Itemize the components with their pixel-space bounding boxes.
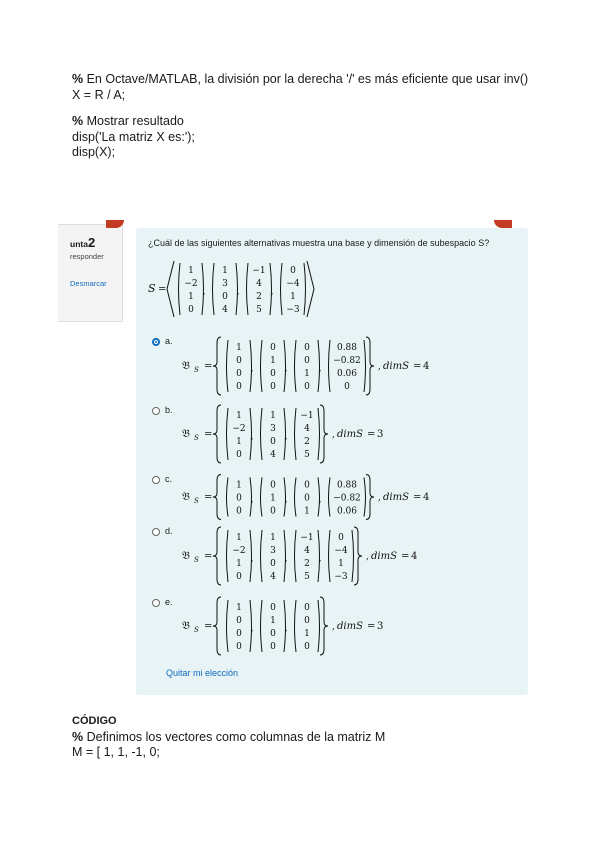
vector-entry: 0 xyxy=(236,382,242,392)
radio-button[interactable] xyxy=(152,476,160,484)
comma: , xyxy=(270,287,274,297)
comment-text: Definimos los vectores como columnas de la matriz M xyxy=(83,729,386,744)
equals-sign: = xyxy=(367,621,376,632)
vector-entry: 3 xyxy=(222,279,228,289)
vector-entry: 1 xyxy=(290,292,296,302)
vector-entry: 1 xyxy=(304,369,310,379)
comma: , xyxy=(318,495,322,505)
column-vector xyxy=(329,340,366,392)
vector-entry: 0 xyxy=(270,382,276,392)
question-info-card xyxy=(58,224,123,322)
comment-mark: % xyxy=(72,72,84,86)
comma: , xyxy=(250,554,254,564)
comma: , xyxy=(284,554,288,564)
vector-entry: 1 xyxy=(338,559,344,569)
column-vector xyxy=(227,408,252,460)
option-letter: b. xyxy=(165,405,173,415)
vector-entry: 3 xyxy=(270,424,276,434)
column-vector xyxy=(261,478,286,517)
comment-mark: % xyxy=(72,114,84,128)
equals-sign: = xyxy=(204,551,213,562)
unflag-link[interactable]: Desmarcar xyxy=(70,279,107,288)
vector-entry: 4 xyxy=(256,279,262,289)
column-vector xyxy=(295,530,320,582)
vector-entry: −1 xyxy=(300,411,314,421)
flag-icon xyxy=(494,220,512,228)
column-vector xyxy=(213,263,238,315)
basis-symbol: 𝔅 xyxy=(182,549,190,562)
vector-entry: −2 xyxy=(232,424,246,434)
vector-entry: 1 xyxy=(270,533,276,543)
vector-entry: 1 xyxy=(236,411,242,421)
equals-sign: = xyxy=(158,284,167,295)
vector-entry: 4 xyxy=(270,572,276,582)
comma: , xyxy=(250,432,254,442)
vector-entry: 0 xyxy=(236,356,242,366)
vector-entry: −2 xyxy=(184,279,198,289)
radio-button[interactable] xyxy=(152,528,160,536)
basis-subscript: S xyxy=(194,556,199,564)
vector-entry: 0 xyxy=(236,506,242,517)
vector-entry: 0 xyxy=(270,506,276,517)
dim-label: dimS xyxy=(337,621,363,632)
option-a-equation xyxy=(180,332,480,400)
dim-label: dimS xyxy=(371,551,397,562)
vector-entry: −0.82 xyxy=(333,356,361,366)
code-heading: CÓDIGO xyxy=(72,715,117,727)
vector-entry: 1 xyxy=(270,411,276,421)
comment-line-show-result xyxy=(72,114,532,130)
vector-entry: 1 xyxy=(236,343,242,353)
vector-entry: 1 xyxy=(270,616,276,626)
vector-entry: 0.88 xyxy=(336,343,358,353)
column-vector xyxy=(227,530,252,582)
column-vector xyxy=(261,600,286,652)
vector-entry: 2 xyxy=(304,437,310,447)
vector-entry: 0 xyxy=(270,642,276,652)
vector-entry: 1 xyxy=(270,493,276,504)
comma: , xyxy=(284,624,288,634)
question-number: unta2 xyxy=(70,235,96,250)
column-vector xyxy=(281,263,306,315)
column-vector xyxy=(295,600,320,652)
equals-sign: = xyxy=(204,361,213,372)
radio-button[interactable] xyxy=(152,599,160,607)
vector-entry: 4 xyxy=(222,305,228,315)
code-block-top xyxy=(72,72,532,161)
vector-entry: 0 xyxy=(270,629,276,639)
comma: , xyxy=(202,287,206,297)
vector-entry: 0 xyxy=(236,369,242,379)
column-vector xyxy=(329,478,366,517)
dim-value: 4 xyxy=(423,361,430,372)
vector-entry: 0 xyxy=(270,559,276,569)
vector-entry: 0 xyxy=(304,642,310,652)
column-vector xyxy=(227,340,252,392)
vector-entry: 1 xyxy=(236,559,242,569)
basis-symbol: 𝔅 xyxy=(182,427,190,440)
code-block-bottom xyxy=(72,714,385,761)
vector-entry: 0.06 xyxy=(336,506,358,517)
comma: , xyxy=(284,495,288,505)
comment-text: Mostrar resultado xyxy=(83,114,184,128)
vector-entry: 1 xyxy=(304,629,310,639)
column-vector xyxy=(295,340,320,392)
vector-entry: −1 xyxy=(300,533,314,543)
vector-entry: 0 xyxy=(290,266,296,276)
subspace-S-equation xyxy=(146,254,406,324)
comma: , xyxy=(318,364,322,374)
vector-entry: 0 xyxy=(188,305,194,315)
vector-entry: 0 xyxy=(304,616,310,626)
option-b-equation xyxy=(180,400,480,468)
vector-entry: 4 xyxy=(304,546,310,556)
comma: , xyxy=(236,287,240,297)
vector-entry: 0 xyxy=(222,292,228,302)
vector-entry: 0 xyxy=(270,437,276,447)
column-vector xyxy=(261,408,286,460)
vector-entry: 2 xyxy=(304,559,310,569)
comment-line-division xyxy=(72,72,532,88)
vector-entry: −2 xyxy=(232,546,246,556)
code-line: X = R / A; xyxy=(72,87,126,102)
radio-button[interactable] xyxy=(152,407,160,415)
comma: , xyxy=(250,364,254,374)
basis-symbol: 𝔅 xyxy=(182,359,190,372)
vector-entry: −4 xyxy=(334,546,348,556)
vector-entry: 1 xyxy=(222,266,228,276)
vector-entry: −4 xyxy=(286,279,300,289)
vector-entry: 2 xyxy=(256,292,262,302)
option-letter: a. xyxy=(165,336,173,346)
vector-entry: 0 xyxy=(304,493,310,504)
vector-entry: 0 xyxy=(270,480,276,491)
column-vector xyxy=(295,408,320,460)
vector-entry: 0 xyxy=(304,480,310,491)
comma: , xyxy=(284,432,288,442)
code-line: disp('La matriz X es:'); xyxy=(72,129,195,144)
clear-choice-link[interactable]: Quitar mi elección xyxy=(166,668,239,678)
vector-entry: 1 xyxy=(236,480,242,491)
set-symbol: S xyxy=(148,282,156,295)
column-vector xyxy=(227,600,252,652)
vector-entry: 0 xyxy=(270,369,276,379)
vector-entry: 3 xyxy=(270,546,276,556)
vector-entry: 0 xyxy=(270,603,276,613)
basis-subscript: S xyxy=(194,434,199,442)
basis-subscript: S xyxy=(194,626,199,634)
vector-entry: 0 xyxy=(304,603,310,613)
vector-entry: 0 xyxy=(236,642,242,652)
equals-sign: = xyxy=(413,492,422,503)
column-vector xyxy=(247,263,272,315)
vector-entry: 0 xyxy=(270,343,276,353)
comment-mark: % xyxy=(72,729,84,744)
option-letter: c. xyxy=(165,474,173,484)
comma: , xyxy=(318,554,322,564)
vector-entry: 0 xyxy=(304,382,310,392)
question-status: responder xyxy=(70,252,104,261)
dim-value: 4 xyxy=(423,492,430,503)
vector-entry: 5 xyxy=(304,450,310,460)
vector-entry: 1 xyxy=(270,356,276,366)
basis-symbol: 𝔅 xyxy=(182,619,190,632)
comment-line-define-vectors xyxy=(72,730,385,746)
comma: , xyxy=(284,364,288,374)
column-vector xyxy=(329,530,354,582)
equals-sign: = xyxy=(367,429,376,440)
vector-entry: 0 xyxy=(304,356,310,366)
equals-sign: = xyxy=(204,492,213,503)
column-vector xyxy=(227,478,252,517)
dim-label: dimS xyxy=(337,429,363,440)
column-vector xyxy=(261,530,286,582)
comma: , xyxy=(378,493,381,503)
vector-entry: 0 xyxy=(236,493,242,504)
vector-entry: 0 xyxy=(236,572,242,582)
vector-entry: 1 xyxy=(304,506,310,517)
vector-entry: 1 xyxy=(188,266,194,276)
dim-label: dimS xyxy=(383,361,409,372)
option-letter: e. xyxy=(165,597,173,607)
dim-value: 4 xyxy=(411,551,418,562)
vector-entry: −1 xyxy=(252,266,266,276)
vector-entry: 0 xyxy=(338,533,344,543)
vector-entry: 5 xyxy=(304,572,310,582)
column-vector xyxy=(179,263,204,315)
vector-entry: 5 xyxy=(256,305,262,315)
vector-entry: 0 xyxy=(236,616,242,626)
comment-text: En Octave/MATLAB, la división por la derecha '/' es más eficiente que usar inv() xyxy=(83,72,529,86)
vector-entry: 4 xyxy=(270,450,276,460)
vector-entry: 0.06 xyxy=(336,369,358,379)
vector-entry: 1 xyxy=(236,437,242,447)
vector-entry: −3 xyxy=(286,305,300,315)
equals-sign: = xyxy=(204,621,213,632)
basis-symbol: 𝔅 xyxy=(182,490,190,503)
vector-entry: −0.82 xyxy=(333,493,361,504)
quiz-question-panel xyxy=(136,228,528,695)
comma: , xyxy=(332,622,335,632)
dim-value: 3 xyxy=(377,429,384,440)
vector-entry: 0 xyxy=(344,382,350,392)
code-line: disp(X); xyxy=(72,145,116,159)
column-vector xyxy=(295,478,320,517)
option-e-equation xyxy=(180,592,480,660)
vector-entry: 0.88 xyxy=(336,480,358,491)
comma: , xyxy=(250,495,254,505)
column-vector xyxy=(261,340,286,392)
basis-subscript: S xyxy=(194,497,199,505)
option-d-equation xyxy=(180,522,480,590)
vector-entry: 1 xyxy=(236,533,242,543)
vector-entry: 4 xyxy=(304,424,310,434)
code-line: M = [ 1, 1, -1, 0; xyxy=(72,745,160,759)
dim-value: 3 xyxy=(377,621,384,632)
vector-entry: 0 xyxy=(236,629,242,639)
comma: , xyxy=(332,430,335,440)
equals-sign: = xyxy=(204,429,213,440)
question-text: ¿Cuál de las siguientes alternativas muestra una base y dimensión de subespacio S? xyxy=(148,238,490,248)
equals-sign: = xyxy=(401,551,410,562)
equals-sign: = xyxy=(413,361,422,372)
option-letter: d. xyxy=(165,526,173,536)
comma: , xyxy=(378,362,381,372)
vector-entry: 0 xyxy=(236,450,242,460)
vector-entry: 0 xyxy=(304,343,310,353)
comma: , xyxy=(250,624,254,634)
basis-subscript: S xyxy=(194,366,199,374)
dim-label: dimS xyxy=(383,492,409,503)
vector-entry: 1 xyxy=(236,603,242,613)
radio-button[interactable] xyxy=(152,338,160,346)
comma: , xyxy=(366,552,369,562)
vector-entry: −3 xyxy=(334,572,348,582)
vector-entry: 1 xyxy=(188,292,194,302)
option-c-equation xyxy=(180,471,480,523)
